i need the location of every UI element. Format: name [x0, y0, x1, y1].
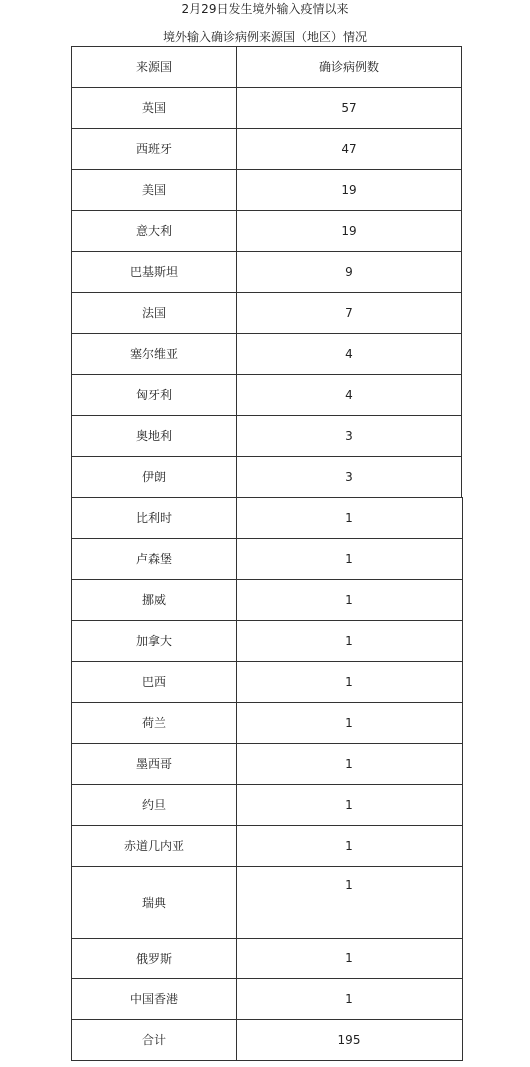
cell-count: 1 [345, 592, 353, 607]
table-row [71, 415, 461, 456]
cell-country: 伊朗 [141, 470, 166, 484]
table-row [71, 128, 461, 169]
table-row-divider [71, 333, 462, 334]
cell-country: 加拿大 [135, 634, 172, 648]
table-row-divider [71, 1019, 462, 1020]
table-row [71, 169, 461, 210]
table-row-divider [71, 46, 462, 47]
cell-count: 1 [345, 510, 353, 525]
cell-country: 约旦 [141, 798, 166, 812]
cell-count: 1 [345, 674, 353, 689]
cell-country: 法国 [141, 306, 166, 320]
table-row [71, 210, 461, 251]
title-line-2: 境外输入确诊病例来源国（地区）情况 [162, 30, 367, 44]
table-row-divider [71, 866, 462, 867]
cell-country: 挪威 [141, 593, 166, 607]
table-row-divider [71, 87, 462, 88]
cell-count: 1 [345, 838, 353, 853]
header-source-country: 来源国 [135, 60, 172, 74]
cell-country: 荷兰 [141, 716, 166, 730]
table-row-divider [71, 169, 462, 170]
table-column-divider [236, 46, 237, 1061]
cell-count: 47 [341, 141, 357, 156]
cell-count: 3 [345, 428, 353, 443]
table-row-divider [71, 579, 462, 580]
cell-count: 19 [341, 182, 357, 197]
table-row-divider [71, 825, 462, 826]
cell-country: 奥地利 [135, 429, 172, 443]
header-case-count: 确诊病例数 [318, 60, 379, 74]
cell-country: 赤道几内亚 [123, 839, 184, 853]
table-row [71, 702, 461, 743]
table-row [71, 538, 461, 579]
cell-country: 西班牙 [135, 142, 172, 156]
total-label: 合计 [141, 1033, 166, 1047]
table-row [71, 374, 461, 415]
table-row-divider [71, 210, 462, 211]
cell-count: 1 [345, 633, 353, 648]
table-row-divider [71, 661, 462, 662]
table-row-divider [71, 292, 462, 293]
table-row-divider [71, 497, 462, 498]
table-row [71, 87, 461, 128]
cell-country: 比利时 [135, 511, 172, 525]
cell-country: 匈牙利 [135, 388, 172, 402]
cell-count: 3 [345, 469, 353, 484]
title-line-1: 2月29日发生境外输入疫情以来 [181, 2, 349, 16]
cell-country: 墨西哥 [135, 757, 172, 771]
cell-country: 中国香港 [129, 992, 178, 1006]
table-row [71, 938, 461, 978]
table-row-divider [71, 743, 462, 744]
cell-country: 美国 [141, 183, 166, 197]
cell-country: 英国 [141, 101, 166, 115]
table-row-divider [71, 538, 462, 539]
table-column-divider [71, 46, 72, 1061]
table-row [71, 825, 461, 866]
table-row [71, 661, 461, 702]
cell-count: 1 [345, 715, 353, 730]
table-header-row [71, 46, 461, 87]
table-row [71, 333, 461, 374]
table-column-divider [461, 46, 462, 497]
case-source-table [0, 46, 530, 1060]
cell-count: 4 [345, 346, 353, 361]
table-row-divider [71, 415, 462, 416]
table-row-divider [71, 251, 462, 252]
table-row-divider [71, 620, 462, 621]
table-row-divider [71, 978, 462, 979]
cell-country: 巴西 [141, 675, 166, 689]
cell-count: 1 [345, 878, 353, 892]
cell-country: 卢森堡 [135, 552, 172, 566]
table-row [71, 620, 461, 661]
table-total-row [71, 1019, 461, 1060]
cell-count: 19 [341, 223, 357, 238]
cell-count: 4 [345, 387, 353, 402]
cell-country: 巴基斯坦 [129, 265, 178, 279]
table-row-divider [71, 374, 462, 375]
cell-count: 57 [341, 100, 357, 115]
table-row [71, 292, 461, 333]
cell-count: 1 [345, 991, 353, 1006]
table-row-divider [71, 938, 462, 939]
table-row [71, 251, 461, 292]
cell-country: 塞尔维亚 [129, 347, 178, 361]
table-row-divider [71, 128, 462, 129]
table-row [71, 497, 461, 538]
total-value: 195 [337, 1032, 361, 1047]
cell-count: 1 [345, 551, 353, 566]
cell-count: 9 [345, 264, 353, 279]
cell-count: 7 [345, 305, 353, 320]
table-row [71, 743, 461, 784]
table-row-divider [71, 456, 462, 457]
table-row [71, 978, 461, 1019]
table-row [71, 456, 461, 497]
cell-country: 意大利 [135, 224, 172, 238]
cell-country: 俄罗斯 [135, 951, 172, 966]
table-column-divider [462, 497, 463, 1061]
cell-count: 1 [345, 797, 353, 812]
cell-count: 1 [345, 756, 353, 771]
table-row-divider [71, 1060, 462, 1061]
cell-country: 瑞典 [141, 895, 166, 910]
table-row [71, 579, 461, 620]
cell-count: 1 [345, 951, 353, 965]
table-row-divider [71, 702, 462, 703]
table-row-divider [71, 784, 462, 785]
table-row [71, 866, 461, 938]
table-row [71, 784, 461, 825]
